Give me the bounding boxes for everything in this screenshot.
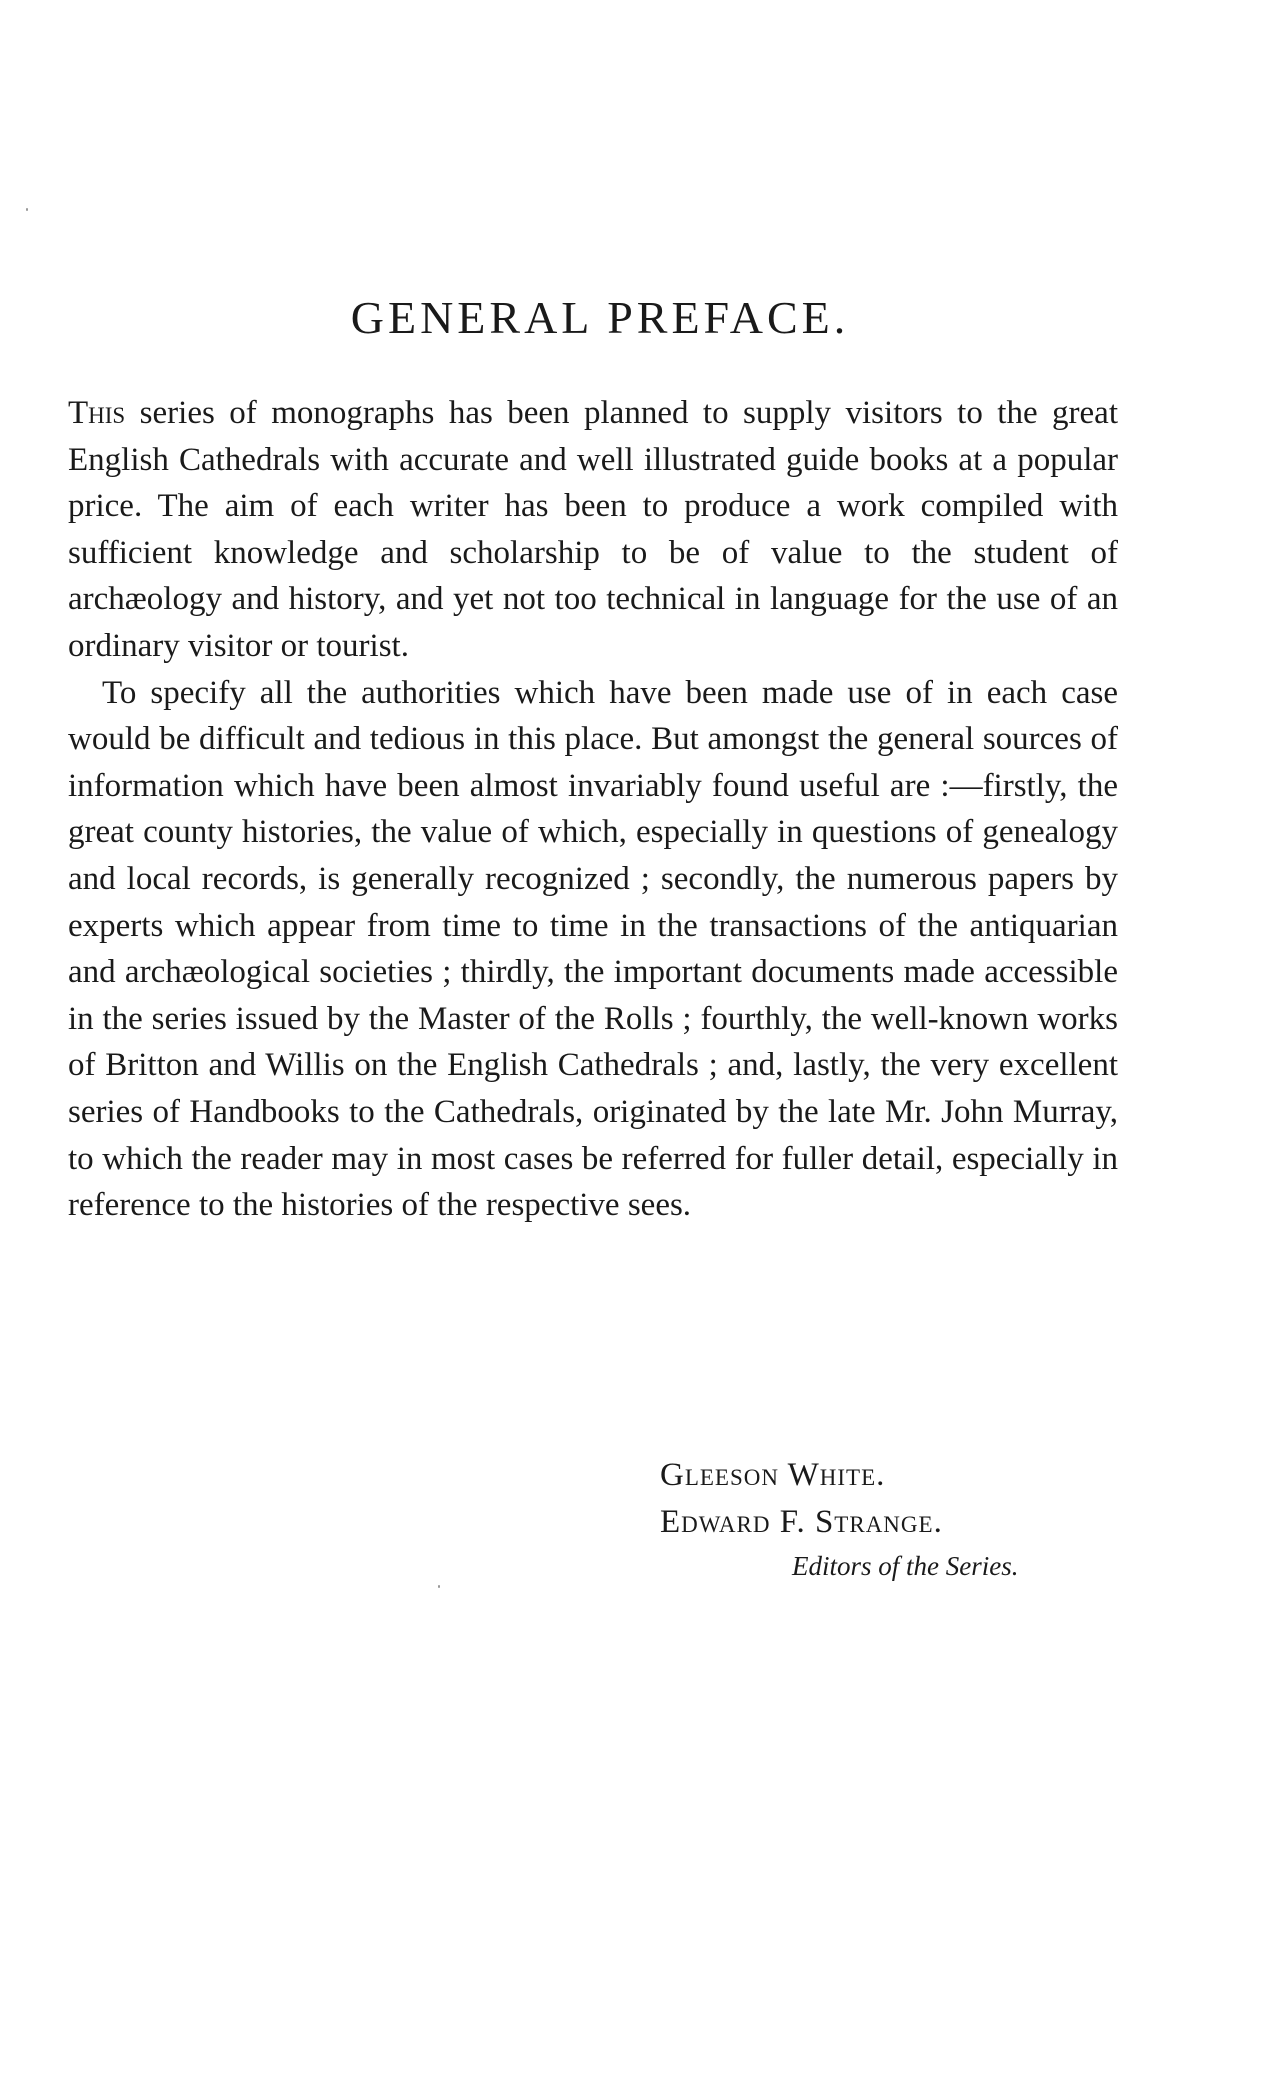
paragraph-2: To specify all the authorities which have been made use of in each case would be difficult and tedious in this place. But amongst the general sources of information which have been almost invariably found useful are :—firstly, the great county histories, the value of which, especially in questions of genealogy and local records, is generally recognized ; secondly, the numerous papers by experts which appear from time to time in the transactions of the antiquarian and archæological societies ; thirdly, the important documents made accessible in the series issued by the Master of the Rolls ; fourthly, the well-known works of Britton and Willis on the English Cathedrals ; and, lastly, the very excellent series of Handbooks to the Cathedrals, originated by the late Mr. John Murray, to which the reader may in most cases be referred for fuller detail, especially in reference to the histories of the respective sees. xyxy=(68,674,1118,1224)
signature-role: Editors of the Series. xyxy=(792,1551,1019,1581)
paragraph-1 xyxy=(68,390,1118,670)
signature-name-1: Gleeson White. xyxy=(660,1457,886,1493)
page-title: GENERAL PREFACE. xyxy=(350,292,850,343)
preface-body xyxy=(68,390,1118,1229)
signature-block xyxy=(660,1452,1018,1586)
signature-name-2: Edward F. Strange. xyxy=(660,1504,943,1540)
print-speck xyxy=(26,208,28,211)
paragraph-1-text: series of monographs has been planned to supply visitors to the great English Cathedrals with accurate and well illustrated guide books at a popular price. The aim of each writer has been to produce a work compiled with sufficient knowledge and scholarship to be of value to the student of archæology and history, and yet not too technical in language for the use of an ordinary visitor or tourist. xyxy=(68,395,1118,664)
paragraph-1-lead: This xyxy=(68,395,126,431)
print-speck xyxy=(438,1585,440,1588)
